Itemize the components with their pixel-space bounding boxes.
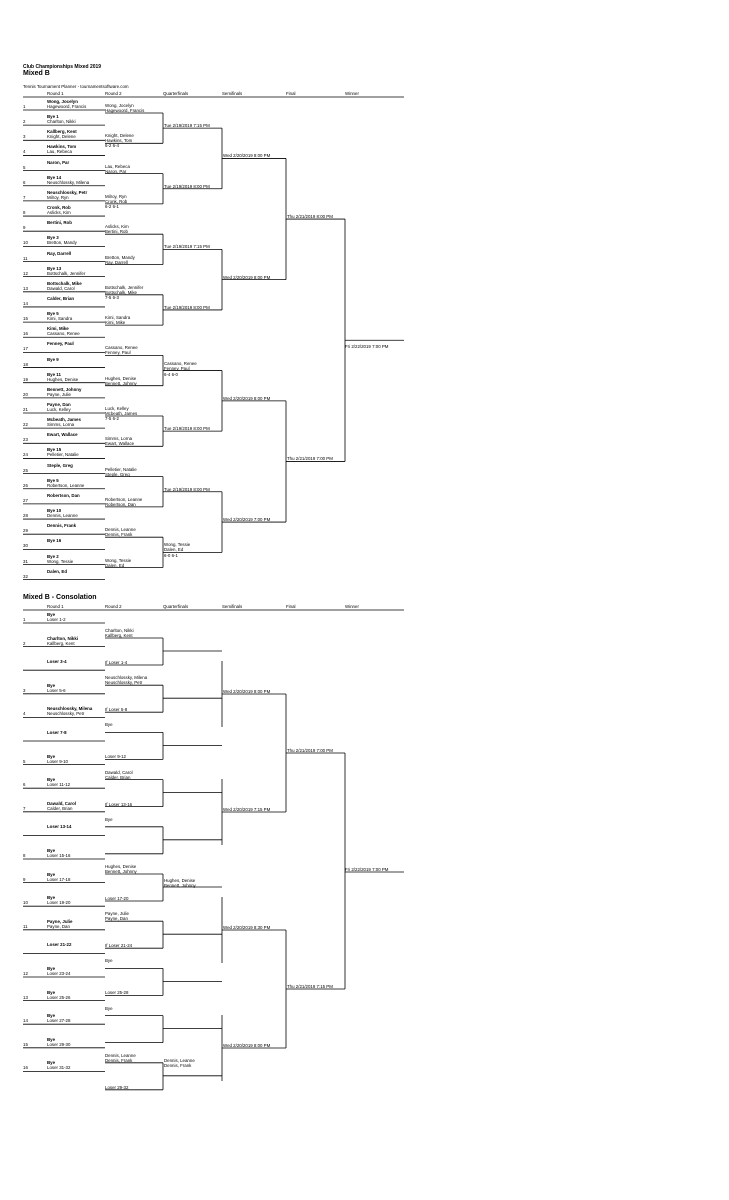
- round-1-player-a: Steple, Greg: [47, 462, 73, 468]
- consolation-seed-number: 7: [23, 805, 26, 811]
- consolation-round-1-player-b: Calder, Brian: [47, 805, 73, 811]
- round-2-player-b: Robertson, Dan: [105, 501, 136, 507]
- round-1-player-b: Kimi, Sandra: [47, 316, 73, 322]
- round-1-player-a: Kallberg, Kent: [47, 129, 77, 135]
- seed-number: 25: [23, 467, 28, 473]
- header-quarterfinals: Quarterfinals: [163, 91, 189, 96]
- round-2-player-b: Ewart, Wallace: [105, 441, 135, 447]
- round-1-player-a: Bye 11: [47, 371, 61, 377]
- consolation-final-time: Thu 2/21/2019 7:15 PM: [287, 984, 333, 989]
- seed-number: 6: [23, 179, 26, 185]
- round-2-score: 6-2 6-1: [105, 203, 119, 209]
- round-2-player-a: Simms, Lorna: [105, 436, 133, 442]
- consolation-seed-number: 2: [23, 640, 26, 646]
- winner-slot: Fri 2/22/2019 7:00 PM: [345, 344, 389, 349]
- round-1-player-a: Bye 13: [47, 265, 62, 271]
- consolation-round-1-player-b: Loser 15-16: [47, 853, 71, 858]
- seed-number: 20: [23, 391, 28, 397]
- round-1-player-b: Robertson, Leanne: [47, 482, 85, 488]
- round-2-player-b: Hagewoord, Francis: [105, 108, 145, 113]
- qf-player-a: Wong, Tessie: [164, 542, 191, 548]
- seed-number: 24: [23, 452, 28, 458]
- sf-time: Wed 2/20/2019 7:00 PM: [223, 517, 271, 523]
- round-2-player-b: Steple, Greg: [105, 471, 130, 477]
- consolation-seed-number: 14: [23, 1018, 28, 1024]
- round-1-player-a: Bye 15: [47, 447, 62, 453]
- round-1-player-b: Charlton, Nikki: [47, 119, 76, 125]
- round-2-player-a: Dennis, Leanne: [105, 527, 136, 533]
- round-1-player-a: Fenney, Paul: [47, 341, 74, 347]
- round-1-player-a: Bennett, Johnny: [47, 386, 82, 392]
- round-2-player-a: Knight, Delene: [105, 133, 134, 139]
- consolation-seed-number: 4: [23, 711, 26, 717]
- consolation-round-1-player-a: Bye: [47, 966, 56, 971]
- seed-number: 12: [23, 270, 28, 276]
- seed-number: 10: [23, 240, 28, 246]
- round-1-player-b: Knight, Delene: [47, 134, 76, 140]
- round-2-player-a: Wong, Tessie: [105, 557, 132, 563]
- consolation-header-semifinals: Semifinals: [222, 604, 243, 609]
- consolation-header-round-2: Round 2: [105, 604, 122, 609]
- consolation-seed-number: 6: [23, 782, 26, 788]
- round-1-player-b: Bretton, Mandy: [47, 240, 77, 246]
- consolation-round-2-player-a: Dennis, Leanne: [105, 1052, 136, 1058]
- consolation-header-winner: Winner: [345, 604, 359, 609]
- qf-time: Tue 2/19/2019 8:00 PM: [164, 304, 210, 310]
- round-2-player-a: Lau, Rebeca: [105, 163, 130, 169]
- consolation-round-2-note: Loser 17-20: [105, 896, 129, 901]
- consolation-round-2-note: If Loser 13-16: [105, 801, 133, 807]
- consolation-seed-number: 16: [23, 1065, 28, 1071]
- consolation-round-1-player-b: Loser 25-26: [47, 994, 71, 1000]
- round-2-player-a: Cassano, Renee: [105, 345, 138, 351]
- round-1-player-b: Cassano, Renee: [47, 331, 80, 337]
- round-1-player-a: Hawkins, Tom: [47, 144, 77, 150]
- sf-time: Wed 2/20/2019 8:00 PM: [223, 395, 271, 401]
- consolation-qf-player-b: Dennis, Frank: [164, 1063, 192, 1068]
- consolation-round-2-note: If Loser 1-4: [105, 660, 128, 665]
- consolation-sf-time: Wed 2/20/2019 8:30 PM: [223, 925, 271, 930]
- consolation-round-1-player-a: Bye: [47, 848, 56, 853]
- consolation-header-round-1: Round 1: [47, 604, 64, 609]
- consolation-round-2-player-a: Charlton, Nikki: [105, 628, 134, 633]
- round-1-player-a: Bye 10: [47, 508, 62, 514]
- round-1-player-b: Lau, Rebeca: [47, 149, 72, 155]
- consolation-round-1-player-b: Loser 9-10: [47, 758, 68, 764]
- sf-time: Wed 2/20/2019 8:00 PM: [223, 153, 271, 159]
- round-1-player-b: Pelletier, Natalie: [47, 452, 79, 458]
- consolation-seed-number: 12: [23, 971, 28, 976]
- consolation-sf-time: Wed 2/20/2019 8:00 PM: [223, 1043, 271, 1048]
- consolation-round-1-player-a: Neuschlossky, Milena: [47, 706, 93, 712]
- round-2-player-a: Robertson, Leanne: [105, 496, 143, 502]
- final-time: Thu 2/21/2019 8:00 PM: [287, 214, 333, 220]
- consolation-round-1-player-a: Loser 3-4: [47, 659, 67, 665]
- consolation-seed-number: 5: [23, 758, 26, 764]
- seed-number: 3: [23, 134, 26, 140]
- round-2-player-b: Kimi, Mike: [105, 320, 126, 326]
- seed-number: 13: [23, 285, 28, 291]
- round-2-player-b: Bennett, Johnny: [105, 380, 137, 386]
- round-1-player-a: Bye 3: [47, 235, 59, 241]
- consolation-round-1-player-b: Loser 19-20: [47, 900, 71, 906]
- header-round-1: Round 1: [47, 91, 64, 96]
- consolation-round-1-player-b: Loser 29-30: [47, 1041, 71, 1047]
- round-1-player-b: Hughes, Denise: [47, 376, 79, 382]
- sf-time: Wed 2/20/2019 8:00 PM: [223, 274, 271, 280]
- seed-number: 32: [23, 573, 28, 579]
- round-1-player-a: Dennis, Frank: [47, 523, 77, 529]
- consolation-round-2-player-b: Bennett, Johnny: [105, 869, 137, 874]
- consolation-round-1-player-a: Bye: [47, 1036, 56, 1042]
- consolation-winner-slot: Fri 2/22/2019 7:00 PM: [345, 867, 389, 872]
- consolation-seed-number: 3: [23, 687, 26, 693]
- consolation-round-2-note: Loser 25-28: [105, 990, 129, 996]
- round-1-player-a: Kimi, Mike: [47, 326, 69, 332]
- page-title: Club Championships Mixed 2019: [23, 64, 102, 70]
- round-1-player-a: Bye 2: [47, 553, 59, 559]
- round-2-player-b: Bottschalk, Mike: [105, 289, 137, 295]
- consolation-seed-number: 13: [23, 994, 28, 1000]
- seed-number: 18: [23, 361, 28, 367]
- consolation-round-1-player-a: Charlton, Nikki: [47, 635, 78, 641]
- consolation-round-2-player-b: Calder, Brian: [105, 774, 131, 780]
- consolation-round-1-player-a: Bye: [47, 1060, 56, 1066]
- seed-number: 23: [23, 437, 28, 443]
- consolation-round-2-note: Loser 29-32: [105, 1084, 129, 1090]
- round-1-player-b: Aslicks, Kim: [47, 210, 71, 216]
- seed-number: 7: [23, 194, 26, 200]
- consolation-seed-number: 8: [23, 853, 26, 858]
- round-2-player-a: Wong, Jocelyn: [105, 103, 134, 108]
- round-1-player-b: Wong, Tessie: [47, 558, 74, 564]
- round-2-player-a: Milroy, Ryn: [105, 193, 127, 199]
- round-2-player-b: Dennis, Frank: [105, 532, 133, 538]
- round-1-player-a: Cronk, Rob: [47, 205, 71, 211]
- round-2-score: 7-5 6-3: [105, 294, 119, 300]
- consolation-header-final: Final: [286, 604, 296, 609]
- qf-time: Tue 2/19/2019 8:00 PM: [164, 426, 210, 432]
- round-1-player-a: Calder, Brian: [47, 295, 75, 301]
- consolation-round-2-note: If Loser 21-24: [105, 943, 133, 949]
- header-winner: Winner: [345, 91, 359, 96]
- qf-player-b: Dalen, Ed: [164, 547, 184, 553]
- round-2-player-b: Cronk, Rob: [105, 198, 128, 204]
- consolation-round-1-player-a: Bye: [47, 682, 56, 688]
- consolation-round-1-player-a: Loser 7-8: [47, 730, 67, 735]
- qf-time: Tue 2/19/2019 8:00 PM: [164, 486, 210, 492]
- round-2-player-b: Hawkins, Tom: [105, 138, 133, 144]
- consolation-round-2-player-a: Bye: [105, 958, 113, 964]
- round-1-player-b: Simms, Lorna: [47, 422, 75, 428]
- consolation-round-1-player-b: Loser 5-6: [47, 687, 66, 693]
- consolation-round-2-player-a: Bye: [105, 816, 113, 822]
- seed-number: 5: [23, 164, 26, 170]
- round-2-player-a: Bretton, Mandy: [105, 254, 135, 260]
- round-2-player-b: Dalen, Ed: [105, 562, 125, 568]
- consolation-round-2-player-a: Neuschlossky, Milena: [105, 675, 148, 681]
- round-1-player-a: Bye 1: [47, 114, 59, 120]
- round-1-player-a: Naron, Par: [47, 159, 70, 165]
- round-2-score: 7-5 6-2: [105, 416, 119, 421]
- seed-number: 30: [23, 543, 28, 549]
- consolation-qf-player-a: Dennis, Leanne: [164, 1058, 195, 1063]
- consolation-seed-number: 11: [23, 923, 28, 929]
- round-1-player-a: Neuschlossky, Petr: [47, 189, 88, 195]
- consolation-round-1-player-a: Loser 13-14: [47, 824, 72, 830]
- consolation-round-1-player-b: Loser 11-12: [47, 782, 71, 788]
- consolation-round-2-note: If Loser 5-8: [105, 707, 128, 713]
- round-1-player-a: Robertson, Dan: [47, 492, 80, 498]
- round-2-player-a: Aslicks, Kim: [105, 224, 129, 230]
- consolation-round-1-player-a: Bye: [47, 989, 56, 995]
- consolation-round-1-player-a: Bye: [47, 895, 56, 901]
- consolation-final-time: Thu 2/21/2019 7:00 PM: [287, 748, 333, 753]
- consolation-sf-time: Wed 2/20/2019 8:00 PM: [223, 689, 271, 694]
- consolation-header-quarterfinals: Quarterfinals: [163, 604, 189, 609]
- round-2-player-b: Bertini, Rob: [105, 229, 128, 235]
- consolation-round-2-player-a: Dawald, Carol: [105, 769, 133, 775]
- consolation-round-1-player-b: Payne, Dan: [47, 923, 70, 929]
- round-1-player-b: Payne, Julie: [47, 391, 71, 397]
- round-1-player-b: Bottschalk, Jennifer: [47, 270, 86, 276]
- consolation-round-2-player-a: Payne, Julie: [105, 911, 129, 917]
- round-1-player-a: Bye 5: [47, 311, 59, 317]
- seed-number: 11: [23, 255, 28, 261]
- round-1-player-a: Bye 9: [47, 356, 59, 362]
- round-1-player-a: Dalen, Ed: [47, 568, 68, 574]
- seed-number: 21: [23, 407, 28, 412]
- consolation-title: Mixed B - Consolation: [23, 594, 97, 601]
- round-1-player-a: Bye 14: [47, 174, 62, 180]
- qf-score: 6-4 6-0: [164, 371, 178, 377]
- seed-number: 4: [23, 149, 26, 155]
- round-2-player-b: Ray, Darrell: [105, 259, 128, 265]
- consolation-seed-number: 10: [23, 900, 28, 906]
- seed-number: 15: [23, 316, 28, 322]
- round-1-player-b: Luck, Kelley: [47, 407, 71, 412]
- qf-time: Tue 2/19/2019 7:15 PM: [164, 123, 210, 129]
- round-2-player-b: Mcbeath, James: [105, 411, 138, 416]
- header-semifinals: Semifinals: [222, 91, 243, 96]
- consolation-round-1-player-a: Bye: [47, 777, 56, 783]
- header-round-2: Round 2: [105, 91, 122, 96]
- consolation-seed-number: 1: [23, 617, 26, 622]
- seed-number: 2: [23, 119, 26, 125]
- seed-number: 27: [23, 497, 28, 503]
- qf-score: 6-0 6-1: [164, 553, 178, 559]
- seed-number: 8: [23, 210, 26, 216]
- consolation-round-1-player-b: Neuschlossky, Petr: [47, 711, 85, 717]
- header-final: Final: [286, 91, 296, 96]
- qf-time: Tue 2/19/2019 8:00 PM: [164, 183, 210, 189]
- round-1-player-a: Bye 16: [47, 538, 62, 544]
- draw-subtitle: Tennis Tournament Planner - tournamentsoftware.com: [23, 84, 129, 89]
- round-2-player-b: Naron, Par: [105, 168, 127, 174]
- consolation-round-1-player-a: Bye: [47, 871, 56, 877]
- seed-number: 26: [23, 482, 28, 488]
- qf-time: Tue 2/19/2019 7:15 PM: [164, 244, 210, 250]
- round-2-player-a: Pelletier, Natalie: [105, 466, 137, 472]
- consolation-round-2-player-b: Payne, Dan: [105, 916, 128, 922]
- round-2-player-a: Kimi, Sandra: [105, 315, 131, 321]
- consolation-qf-player-a: Hughes, Denise: [164, 878, 196, 883]
- consolation-round-1-player-b: Loser 23-24: [47, 971, 71, 976]
- seed-number: 1: [23, 104, 26, 109]
- round-1-player-a: Bottschalk, Mike: [47, 280, 82, 286]
- round-1-player-a: Ewart, Wallace: [47, 432, 78, 438]
- round-1-player-b: Dawald, Carol: [47, 285, 75, 291]
- consolation-round-1-player-a: Bye: [47, 612, 56, 617]
- consolation-seed-number: 15: [23, 1041, 28, 1047]
- round-1-player-a: Wong, Jocelyn: [47, 99, 78, 104]
- round-1-player-a: Bye 5: [47, 477, 59, 483]
- round-1-player-b: Dennis, Leanne: [47, 513, 78, 519]
- round-1-player-a: Bertini, Rob: [47, 220, 72, 226]
- consolation-round-2-player-a: Hughes, Denise: [105, 864, 137, 869]
- consolation-round-1-player-a: Loser 21-22: [47, 942, 72, 948]
- round-1-player-b: Hagewoord, Francis: [47, 104, 87, 109]
- round-1-player-b: Neuschlossky, Milena: [47, 179, 90, 185]
- consolation-round-1-player-a: Bye: [47, 1013, 56, 1019]
- consolation-round-2-player-b: Kallberg, Kent: [105, 633, 133, 638]
- seed-number: 29: [23, 528, 28, 534]
- round-2-player-a: Bottschalk, Jennifer: [105, 284, 144, 290]
- consolation-round-1-player-b: Loser 31-32: [47, 1065, 71, 1071]
- consolation-round-1-player-b: Loser 17-18: [47, 876, 71, 882]
- consolation-round-1-player-b: Loser 1-2: [47, 617, 66, 622]
- final-time: Thu 2/21/2019 7:00 PM: [287, 456, 333, 462]
- round-1-player-a: Mcbeath, James: [47, 417, 81, 423]
- seed-number: 9: [23, 225, 26, 231]
- round-2-player-a: Luck, Kelley: [105, 406, 129, 411]
- consolation-round-1-player-a: Bye: [47, 753, 56, 759]
- seed-number: 17: [23, 346, 28, 352]
- consolation-round-2-player-b: Neuschlossky, Petr: [105, 680, 143, 686]
- consolation-round-2-player-b: Dennis, Frank: [105, 1057, 133, 1063]
- seed-number: 14: [23, 300, 28, 306]
- round-1-player-b: Milroy, Ryn: [47, 194, 69, 200]
- round-2-player-b: Fenney, Paul: [105, 350, 131, 356]
- consolation-round-2-note: Loser 9-12: [105, 754, 126, 760]
- qf-player-a: Cassano, Renee: [164, 360, 197, 366]
- consolation-qf-player-b: Bennett, Johnny: [164, 883, 196, 888]
- round-1-player-a: Payne, Dan: [47, 402, 71, 407]
- round-1-player-a: Ray, Darrell: [47, 250, 72, 256]
- consolation-round-2-player-a: Bye: [105, 722, 113, 728]
- round-2-score: 6-2 6-4: [105, 143, 119, 149]
- consolation-sf-time: Wed 2/20/2019 7:15 PM: [223, 807, 271, 812]
- seed-number: 16: [23, 331, 28, 337]
- consolation-round-1-player-b: Loser 27-28: [47, 1018, 71, 1024]
- draw-title: Mixed B: [23, 70, 50, 77]
- seed-number: 28: [23, 513, 28, 519]
- seed-number: 22: [23, 422, 28, 428]
- consolation-round-1-player-a: Dawald, Carol: [47, 800, 77, 806]
- consolation-seed-number: 9: [23, 876, 26, 882]
- consolation-round-1-player-b: Kallberg, Kent: [47, 640, 75, 646]
- seed-number: 31: [23, 558, 28, 564]
- consolation-round-1-player-a: Payne, Julie: [47, 918, 73, 924]
- consolation-round-2-player-a: Bye: [105, 1005, 113, 1011]
- qf-player-b: Fenney, Paul: [164, 365, 190, 371]
- seed-number: 19: [23, 376, 28, 382]
- round-2-player-a: Hughes, Denise: [105, 375, 137, 381]
